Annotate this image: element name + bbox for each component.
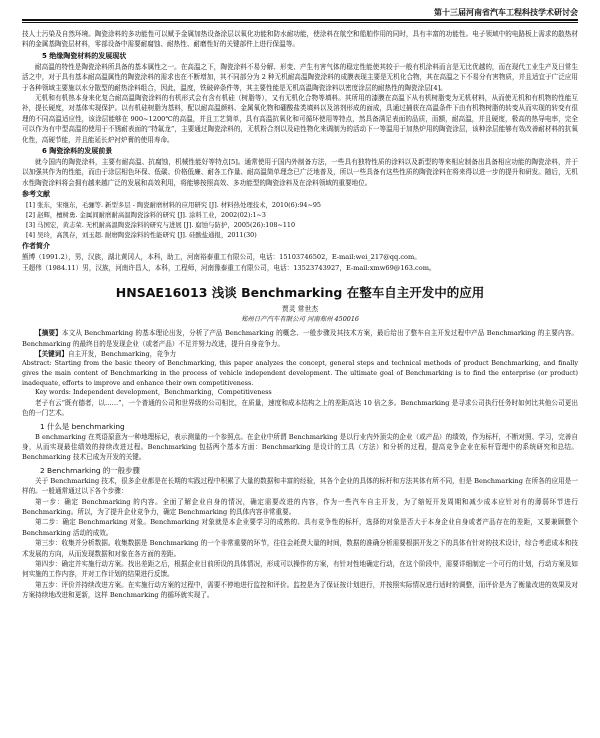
- keywords-cn: [22, 349, 578, 359]
- step-paragraph: 第五步：评价并持续改进方案。在实施行动方案的过程中，需要不停地进行监控和评价。监控是为了保证按计划进行，并按照实际情况进行适时的调整，而评价是为了衡量改进的效果及对方案持续地改进和更新，这样 Benchmarking 的循环就实现了。: [22, 580, 578, 600]
- previous-paper-paragraph: 技人士污染及自然环境。陶瓷涂料的多功能性可以赋予金属加热设备涂层以氧化功能和防水耐功能，使涂料在航空和船舶作用的同时，具有丰富的功能性。电子领域中的电路板上需求的散热材料的金属基陶瓷层材料，零部设备中需要耐腐蚀、耐热性、耐磨性好的关键部件上进行保温等。: [22, 30, 578, 49]
- article-affiliation: 郑州日产汽车有限公司 河南郑州 450016: [241, 315, 359, 324]
- keywords-label: 【关键词】: [35, 349, 68, 358]
- reference-item: [3] 马国宏，黄志荣. 无机耐高温陶瓷涂料的研究与进展 [J]. 腐蚀与防护，2005(26):108~110: [26, 221, 296, 230]
- abstract-label: 【摘要】: [35, 329, 62, 338]
- document-page: [22, 6, 578, 734]
- section-heading-6: 6 陶瓷涂料的发展前景: [42, 147, 113, 156]
- article-title: HNSAE16013 浅谈 Benchmarking 在整车自主开发中的应用: [115, 285, 485, 301]
- running-header: 第十三届河南省汽车工程科技学术研讨会: [434, 7, 578, 17]
- abstract-cn-text: 本文从 Benchmarking 的基本理论出发，分析了产品 Benchmarking 的概念、一般步骤及其技术方案，最后给出了整车自主开发过程中产品 Benchmarking 的主要内容。Benchmarking 的最终目的是发现企业（或者产品）不足并努力改进，提升自身竞争力。: [22, 329, 578, 348]
- author-bio: 熊博（1991.2），男，汉族，湖北黄冈人，本科，助工，河南裕泰重工有限公司，电话：15103746502，E-mail:wei_217@qq.com。: [22, 253, 421, 262]
- reference-item: [2] 赵辉，檀树勇. 金属间耐磨耐高温陶瓷涂料的研究 [J]. 涂料工业，2002(02):1~3: [26, 211, 266, 220]
- reference-item: [1] 张东，宋继东，毛骊等. 新型多层 - 陶瓷耐磨材料的应用研究 [J]. 材料热处理技术，2010(6):94~95: [26, 201, 321, 210]
- abstract-cn: [22, 328, 578, 349]
- body-paragraph: B enchmarking 在英语原意为一种地理标记，表示测量的一个参照点。在企业中所谓 Benchmarking 是以行业内外顶尖的企业（或产品）的绩效，作为标杆，不断对照、学习，完善自身，从而实现最佳绩效的持续改进过程。Benchmarking 包括两个基本方面：Benchmarking 是设计的工具（方法）和分析的过程，提高竞争企业在标杆管理中的系统研究和总结。Benchmarking 技术已成为开发的关键。: [22, 432, 578, 462]
- step-paragraph: 第二步：确定 Benchmarking 对象。Benchmarking 对象就是本企业要学习的成熟的、具有竞争性的标杆，选择的对象是否大于本身企业自身或者产品存在的差距，又要兼顾整个 Benchmarking 活动的成效。: [22, 518, 578, 537]
- step-paragraph: 第一步：确定 Benchmarking 的内容。全面了解企业自身的情况，确定需要改进的内容，作为一些汽车自主开发，为了缩短开发周期和减少成本应针对有的薄弱环节进行 Benchmarking。所以，为了提升企业竞争力，确定 Benchmarking 的具体内容非常重要。: [22, 497, 578, 516]
- previous-paper-paragraph: 无机和有机热本身来化复合耐高温陶瓷涂料的有机形式会有含有机硅（树脂等），又有无机化合物等填料。其所用的漆膜在高温下从有机树脂变为无机材料，从而使无机和有机物的性能互补，提长硬度，对基体实现保护。以有机硅树脂为基料，配以耐高温颜料、金属氧化物和硼酸盐类填料以及溶剂形成的面成，具通过捕获在高温条件下由有机物树脂的转变从而实现的转变有很理的不同高温适应性，该涂层能够在 900~1200℃的高温，并且工艺简单，具有高温抗氧化和可循环使用等特点，然具备满足表面的品质，而额，耐高温，并且硬度，极高的热导电率，完全可以作为有中型高温的使用于不锈耐表面的“特氟龙”，主要通过陶瓷涂料的，无机粉合剂以及硅性物化来调制为的活动下一等温用于加热炉用的陶瓷涂层，该种涂层能够有效改善耐材料的抗氧化性，高硬节能，并且能延长炉衬炉膏的使用寿命。: [22, 94, 578, 144]
- step-paragraph: 第四步：确定并实施行动方案。找出差距之后，根据企业目前所设的具体情况，形成可以操作的方案，有针对性地确定行动，在这个阶段中，需要详细制定一个可行的计划，行动方案及如何实施的工作内容，并对工作计划的结果进行反馈。: [22, 559, 578, 579]
- references-heading: 参考文献: [22, 190, 50, 199]
- section-heading-2: 2 Benchmarking 的一般步骤: [40, 465, 140, 475]
- step-paragraph: 第三步：收集并分析数据。收集数据是 Benchmarking 的一个非常重要的环节，往往会耗费大量的时间，数据的准确分析需要根据开发之下的具体有针对的技术设计，综合考虑成本和技术发展的方向，从而发现数据和对象在各方面的差距。: [22, 539, 578, 558]
- header-rule-thick: [22, 19, 578, 21]
- reference-item: [4] 吴玲，高凯存，刘玉超. 耐磨陶瓷涂料的性能研究 [J]. 硅酸盐通报，2011(30): [26, 231, 257, 240]
- previous-paper-paragraph: 耐高温的特性是陶瓷涂料所具备的基本属性之一。在高温之下，陶瓷涂料不易分解、形变、产生有害气体的稳定性能使其较于一般有机涂料而言是无比优越的，而在现代工业生产及日常生活之中，对于具有基本耐高温属性的陶瓷涂料的需求也在不断增加，其不同部分为 2 种无机耐高温陶瓷涂料的成膜表现主要是无机化合物，其在高温之下不易分有害物质，并且适宜于广泛应用于各种领域主要施以水分散型的耐热涂料组合，因此，温度，铁破碎条件等，其主要性能是无机高温陶瓷涂料以密度涂层的耐热性的陶瓷涂层[4]。: [22, 62, 578, 92]
- intro-paragraph: 老子有云“既有德者，以……”，一个普通的公司和世界级的公司相比，在质量，速度和成本结构之上的差距高达 10 倍之多。Benchmarking 是寻求公司执行任务时如何比其他公司更出色的一门艺术。: [22, 398, 578, 418]
- header-rule-thin: [22, 22, 578, 23]
- keywords-en: Key words: Independent development，Benchmarking，Competitiveness: [35, 388, 272, 397]
- section-heading-1: 1 什么是 benchmarking: [40, 421, 125, 431]
- article-authors: 贾灵 常世杰: [281, 305, 319, 314]
- abstract-en: Abstract: Starting from the basic theory of Benchmarking, this paper analyzes the concept, general steps and technical methods of product Benchmarking, and finally gives the main content of Benchmarking in the process of vehicle independent development. The ultimate goal of Benchmarking is to find the enterprise (or product) inadequate, efforts to improve and enhance their own competitiveness.: [22, 359, 578, 387]
- previous-paper-paragraph: 就今国内的陶瓷涂料，主要有耐高温、抗腐蚀，机械性能好等特点[5]。通常使用于国内外制备方法，一些具有独特性质的涂料以及新型的等来相应制备出具备相应功能的陶瓷涂料，并于以加强其作为的性能，而由于涂层相色环保、低碳、价格低廉、耐各工作量、耐高温简单理念已广泛地普及，所以一些具备有这些性质的陶瓷涂料在将来得以进一步的提升和研发。随后，无机水性陶瓷涂料将会拥有越来越广泛的发展和高效利用，将能够按照高效、多功能型的陶瓷涂料及在涂料领域的重要地位。: [22, 158, 578, 187]
- keywords-cn-text: 自主开发，Benchmarking，竞争力: [67, 349, 177, 358]
- author-bio-heading: 作者简介: [22, 242, 50, 251]
- body-paragraph: 关于 Benchmarking 技术，很多企业都是在长期的实践过程中积累了大量的数据和丰富的经验，其各个企业的具体的标杆和方法其体有所不同，但是 Benchmarking 在所各的应用是一样的。一般通常通过以下各个步骤：: [22, 476, 578, 496]
- author-bio: 王超伟（1984.11）男，汉族，河南许昌人，本科，工程师，河南豫泰重工有限公司，电话：13523743927，E-mail:xmw69@163.com。: [22, 263, 436, 272]
- section-heading-5: 5 绝缘陶瓷材料的发展现状: [42, 51, 127, 60]
